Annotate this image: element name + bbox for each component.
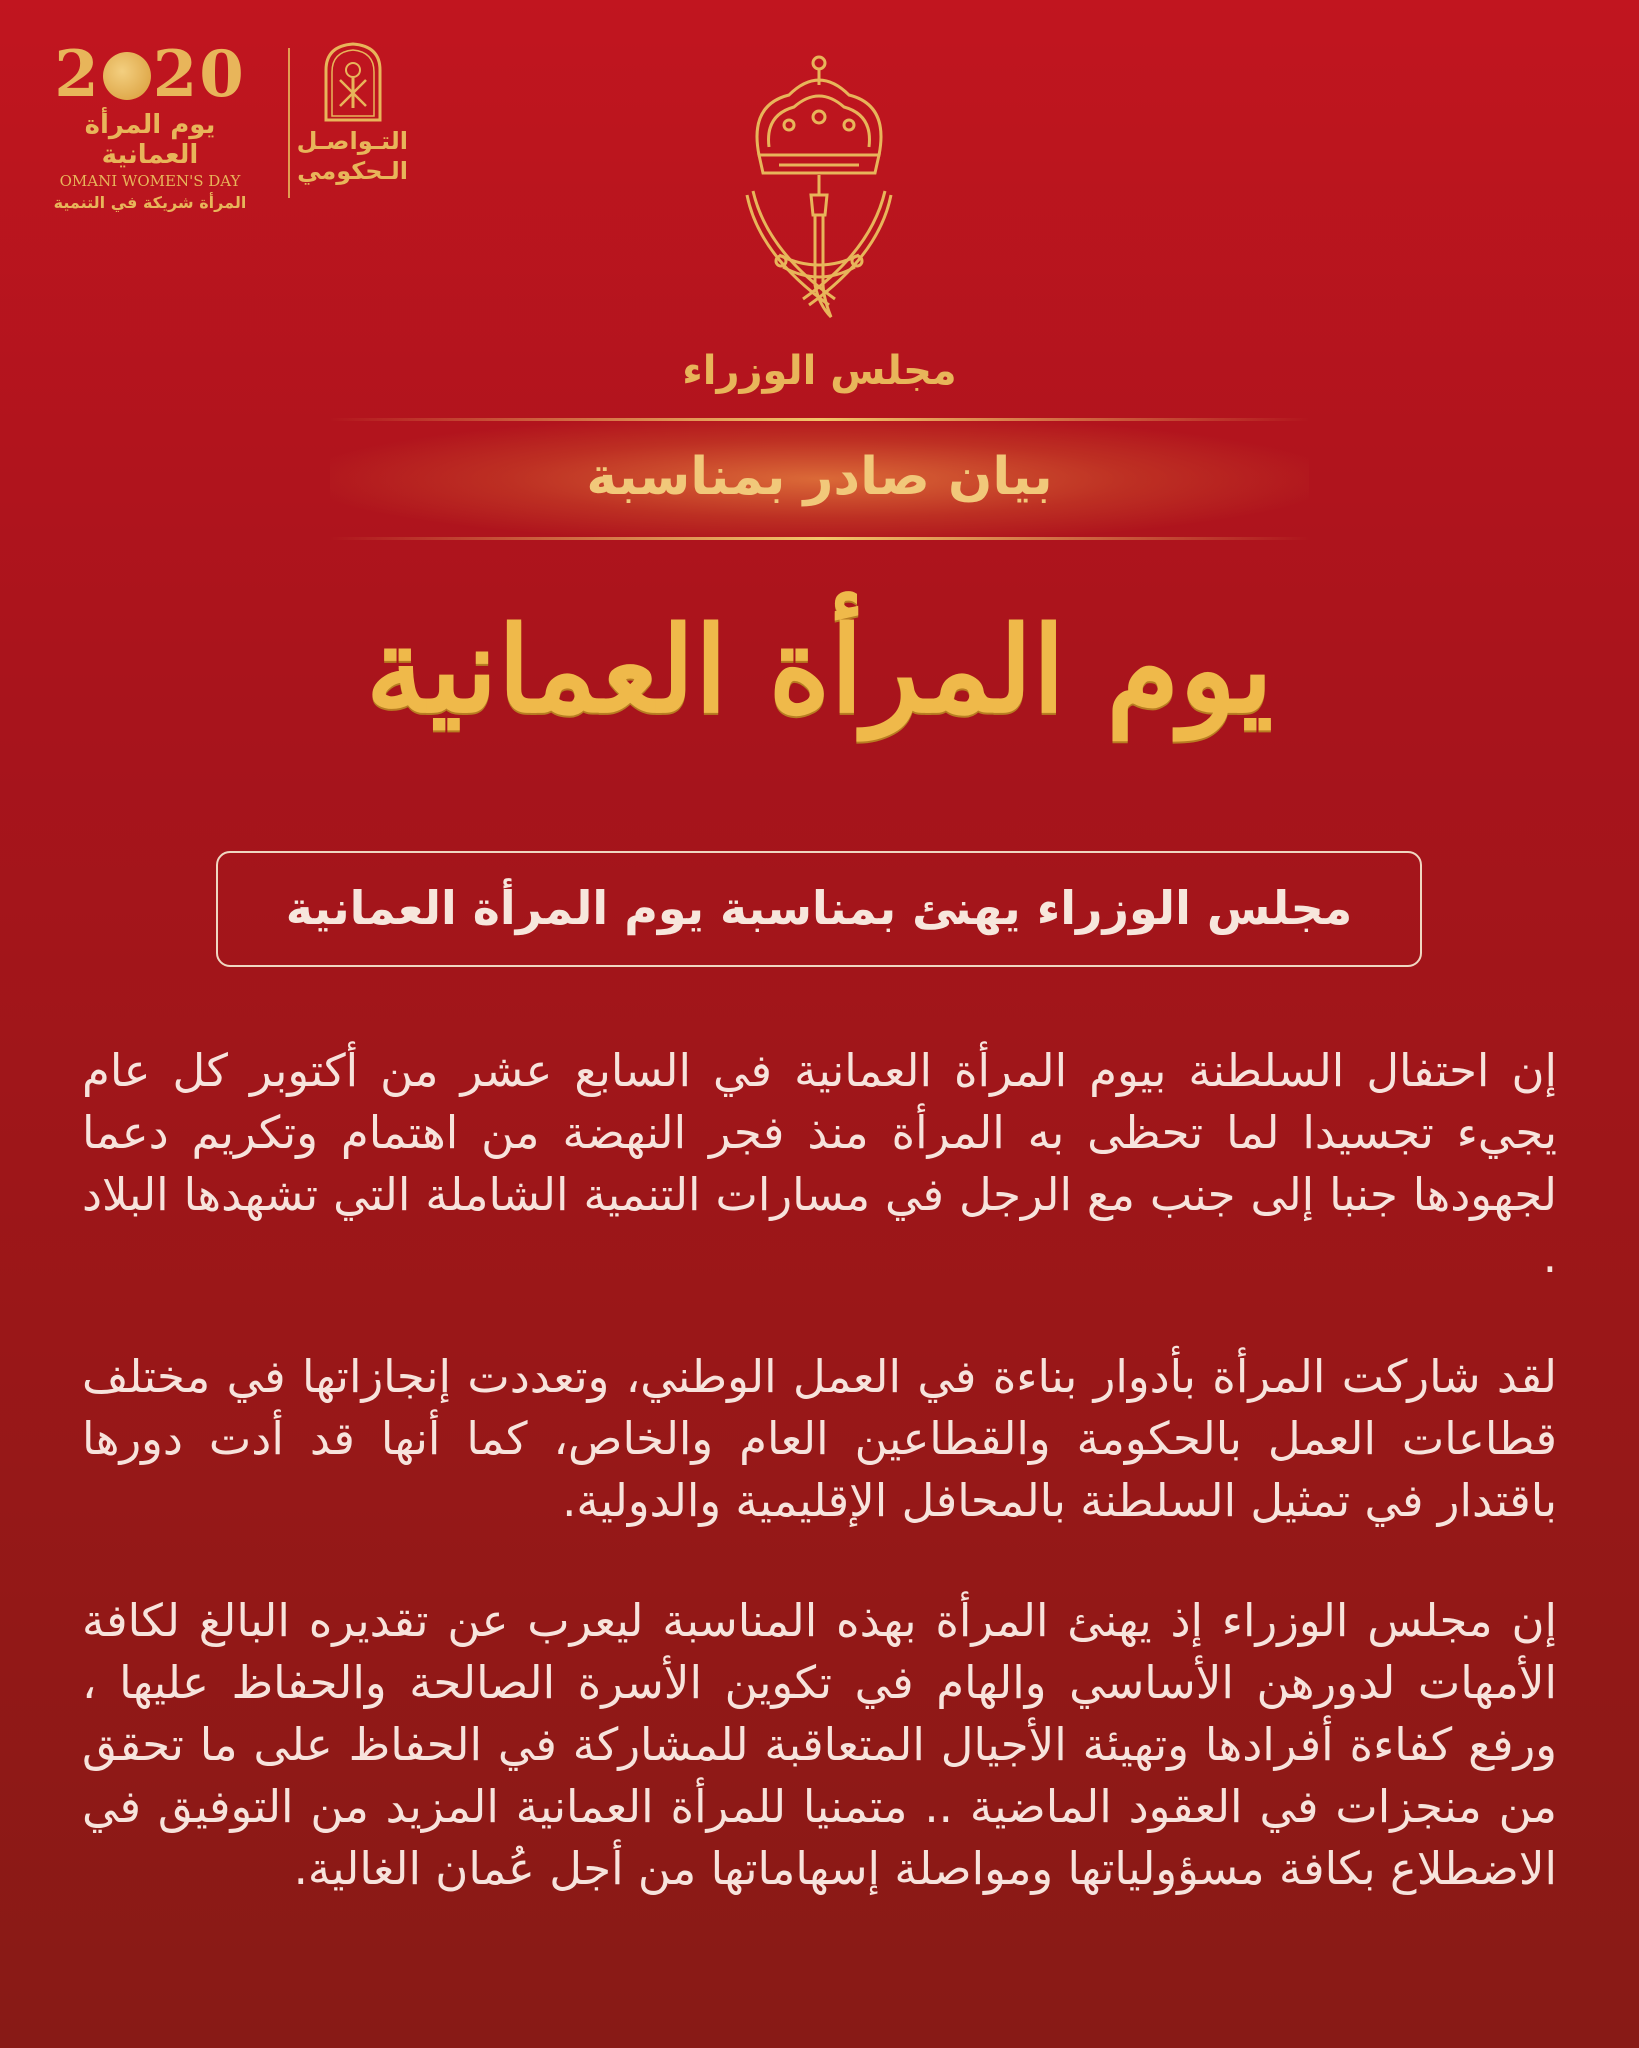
year-digits-last: 20: [152, 37, 246, 112]
logo-divider: [288, 48, 290, 198]
council-name: مجلس الوزراء: [682, 348, 957, 394]
header-logos: [40, 37, 408, 212]
day-slogan: المرأة شريكة في التنمية: [53, 193, 247, 212]
year-digit-first: 2: [54, 37, 101, 112]
oman-national-emblem-icon: [719, 55, 919, 345]
paragraph: إن مجلس الوزراء إذ يهنئ المرأة بهذه المناسبة ليعرب عن تقديره البالغ لكافة الأمهات لدورهن الأساسي والهام في تكوين الأسرة الصالحة والحفاظ عليها ، ورفع كفاءة أفرادها وتهيئة الأجيال المتعاقبة للمشاركة في الحفاظ على ما تحقق من منجزات في العقود الماضية .. متمنيا للمرأة العمانية المزيد من التوفيق في الاضطلاع بكافة مسؤولياتها ومواصلة إسهاماتها من أجل عُمان الغالية.: [82, 1594, 1557, 1895]
omani-womens-day-logo: [40, 37, 260, 214]
day-title-ar: يوم المرأة العمانية: [84, 110, 216, 170]
arch-emblem-icon: [318, 40, 388, 124]
globe-icon: [103, 52, 151, 100]
statement-banner: [330, 418, 1309, 540]
day-title-en: OMANI WOMEN'S DAY: [59, 172, 241, 190]
calligraphy-title: يوم المرأة العمانية: [365, 600, 1274, 739]
gov-comm-line2: الـحكومي: [297, 157, 408, 185]
statement-body: [82, 1040, 1557, 1958]
banner-title: بيان صادر بمناسبة: [586, 447, 1053, 507]
paragraph: إن احتفال السلطنة بيوم المرأة العمانية في السابع عشر من أكتوبر كل عام يجيء تجسيدا لما تحظى به المرأة منذ فجر النهضة من اهتمام وتكريم دعما لجهودها جنبا إلى جنب مع الرجل في مسارات التنمية الشاملة التي تشهدها البلاد .: [82, 1044, 1557, 1283]
gov-comm-line1: التـواصـل: [296, 127, 408, 155]
government-communication-logo: [298, 40, 408, 184]
year-label: [40, 37, 260, 112]
headline-box: مجلس الوزراء يهنئ بمناسبة يوم المرأة العمانية: [216, 851, 1422, 967]
paragraph: لقد شاركت المرأة بأدوار بناءة في العمل الوطني، وتعددت إنجازاتها في مختلف قطاعات العمل بالحكومة والقطاعين العام والخاص، كما أنها قد أدت دورها باقتدار في تمثيل السلطنة بالمحافل الإقليمية والدولية.: [82, 1350, 1557, 1527]
